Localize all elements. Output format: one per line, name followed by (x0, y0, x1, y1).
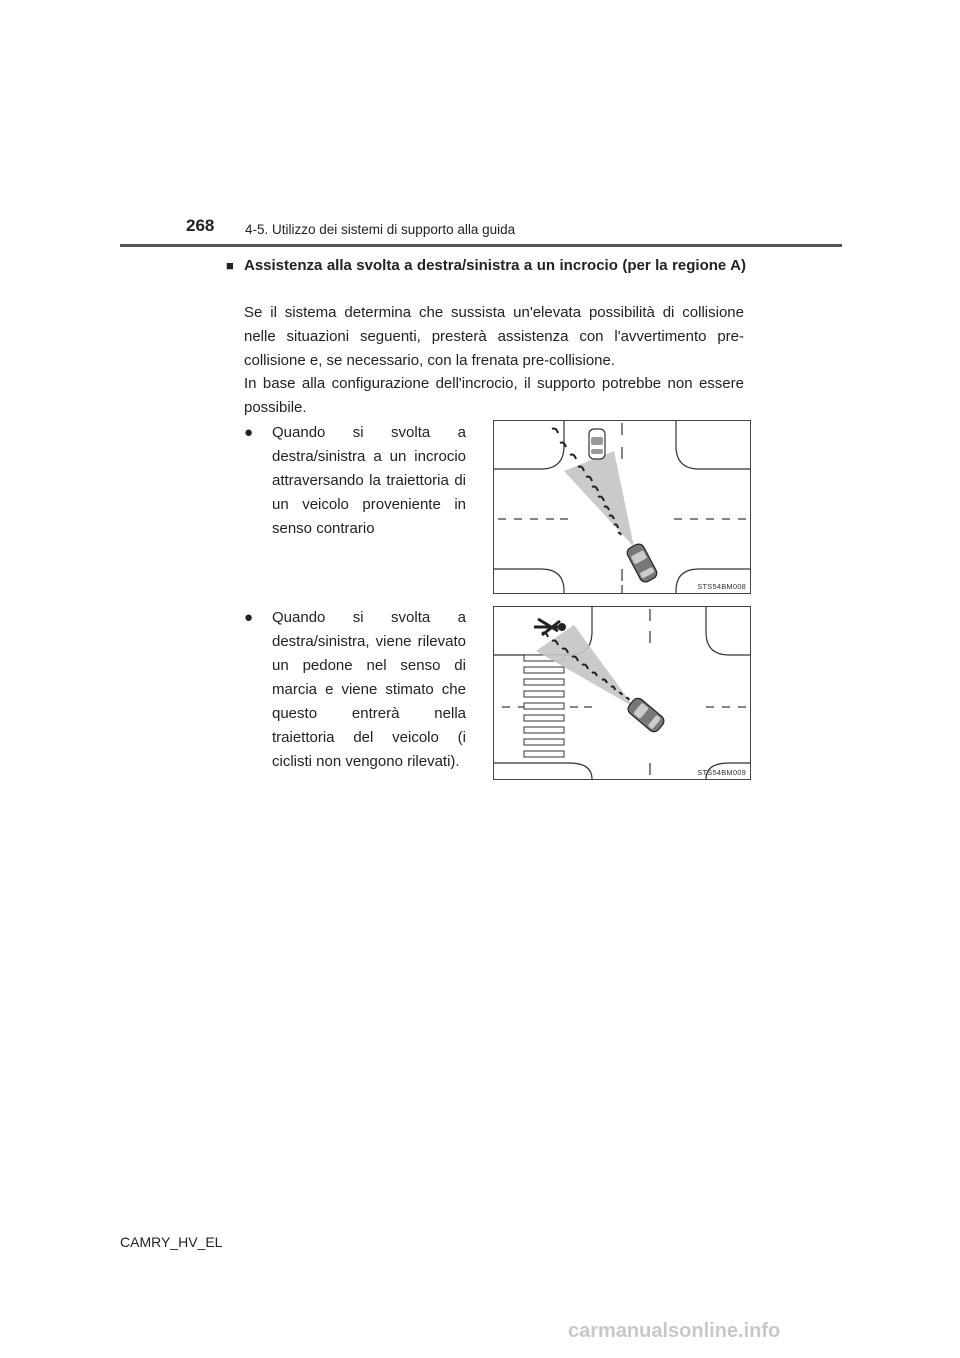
bullet-dot-icon: ● (244, 424, 254, 441)
figure-code: STS54BM009 (697, 768, 746, 777)
bullet-text: Quando si svolta a destra/sinistra a un incrocio attraversando la traiettoria di un veicolo proveniente in senso contrario (272, 424, 466, 537)
bullet-oncoming-vehicle (244, 421, 466, 541)
figure-oncoming-vehicle (493, 420, 751, 594)
bullet-dot-icon: ● (244, 609, 254, 626)
header-divider (120, 244, 842, 247)
page-number: 268 (186, 216, 215, 235)
intersection-diagram-oncoming (494, 421, 751, 594)
bullet-pedestrian (244, 606, 466, 774)
figure-pedestrian (493, 606, 751, 780)
intersection-diagram-pedestrian (494, 607, 751, 780)
watermark-text: carmanualsonline.info (568, 1320, 781, 1342)
subsection-heading (226, 254, 746, 302)
heading-text: Assistenza alla svolta a destra/sinistra a un incrocio (per la regione A) (244, 257, 746, 274)
pedestrian-icon (534, 619, 566, 635)
bullet-text: Quando si svolta a destra/sinistra, viene rilevato un pedone nel senso di marcia e viene stimato che questo entrerà nella traiettoria del veicolo (i ciclisti non vengono rilevati). (272, 609, 466, 770)
paragraph-note: In base alla configurazione dell'incrocio, il supporto potrebbe non essere possibile. (244, 375, 744, 416)
paragraph-intro: Se il sistema determina che sussista un'elevata possibilità di collisione nelle situazioni seguenti, presterà assistenza con l'avvertimento pre-collisione e, se necessario, con la frenata pre-collisione. (244, 304, 744, 369)
square-bullet-icon: ■ (226, 258, 234, 273)
section-title: 4-5. Utilizzo dei sistemi di supporto alla guida (245, 222, 516, 237)
figure-code: STS54BM008 (697, 582, 746, 591)
model-name: CAMRY_HV_EL (120, 1234, 223, 1250)
